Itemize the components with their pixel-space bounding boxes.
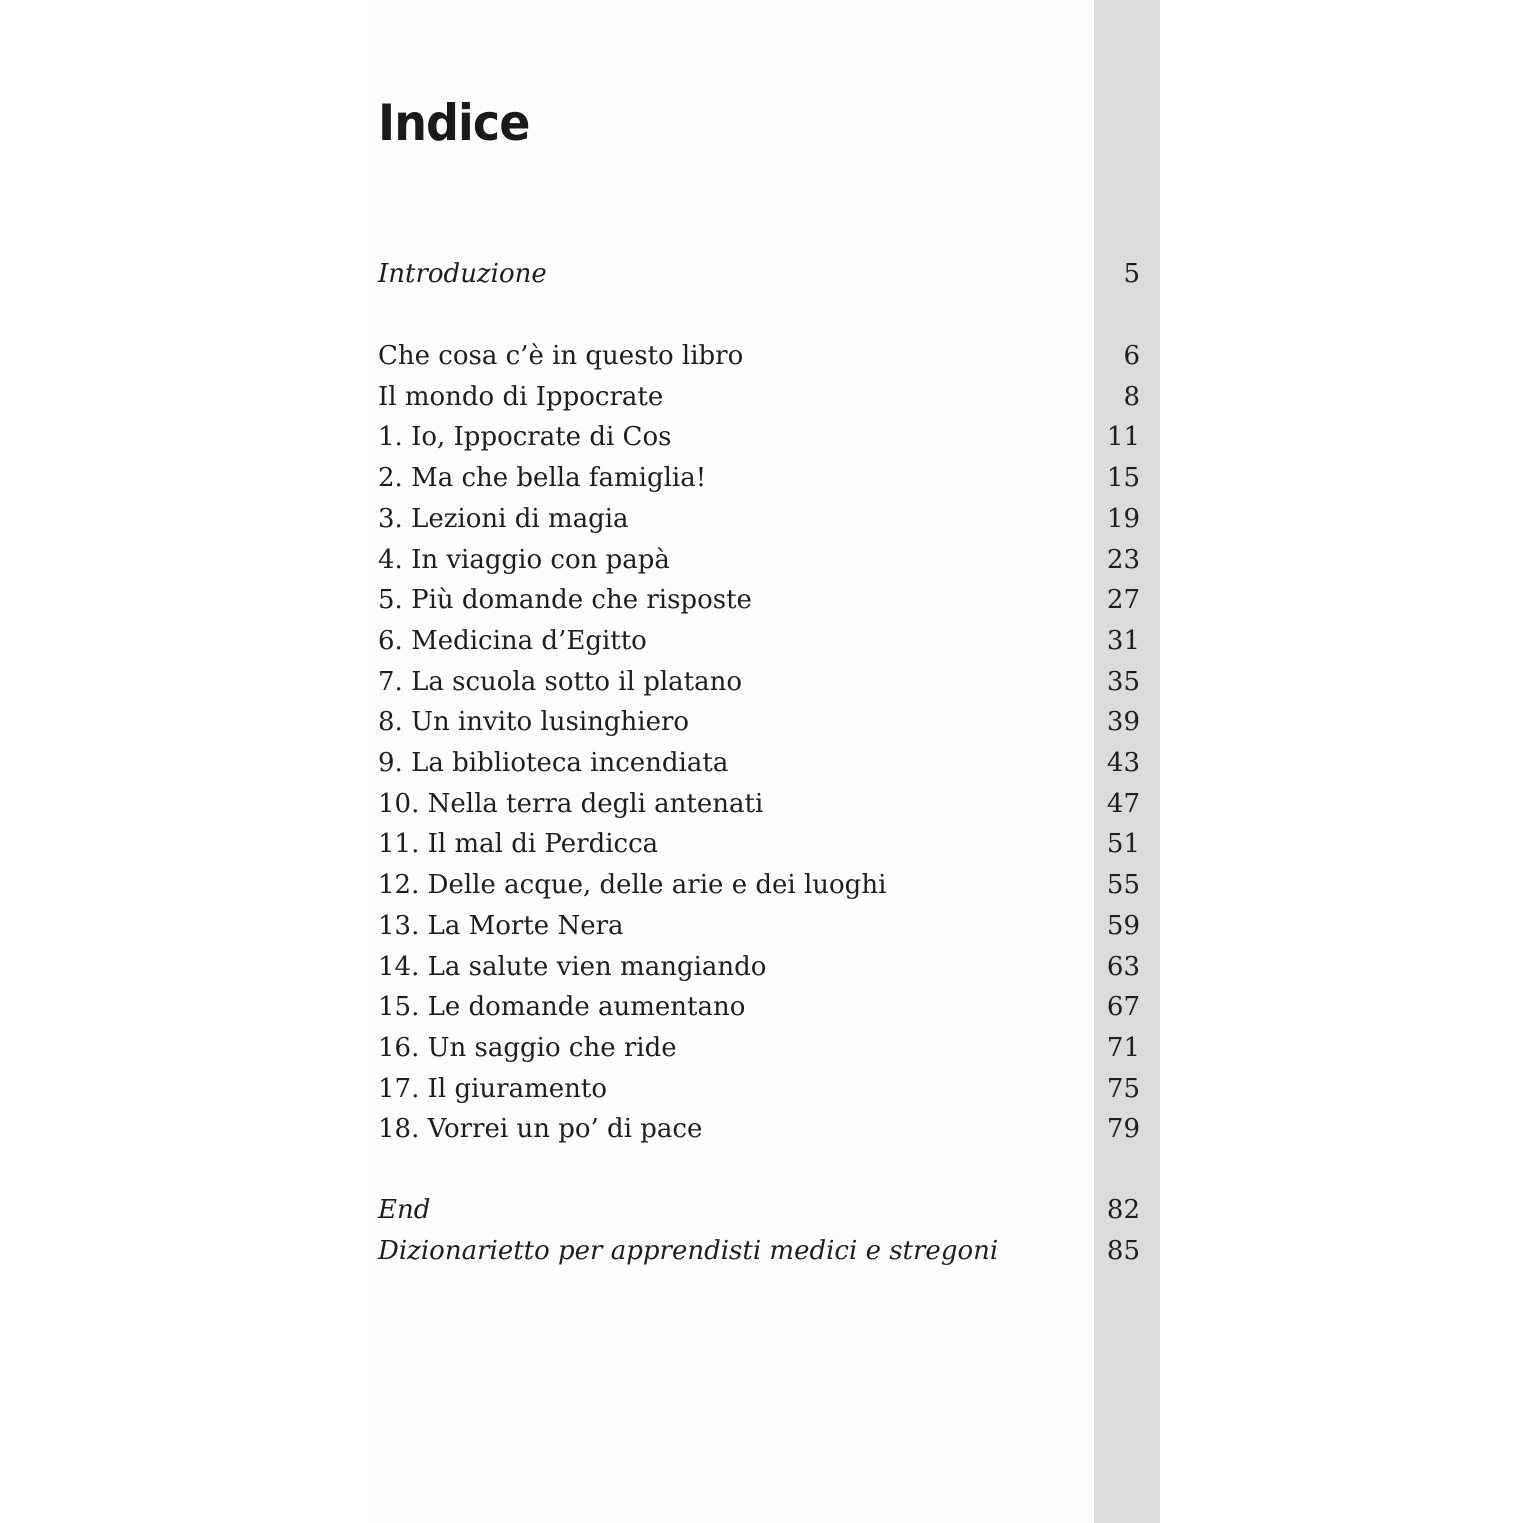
toc-chapter-entry xyxy=(378,664,1140,700)
toc-chapter-entry xyxy=(378,623,1140,659)
toc-page-number: 5 xyxy=(1123,259,1140,289)
toc-page-number: 79 xyxy=(1106,1114,1140,1145)
toc-chapter-entry xyxy=(378,379,1140,415)
toc-entry-title: 8. Un invito lusinghiero xyxy=(378,707,690,738)
toc-entry-title: 18. Vorrei un po’ di pace xyxy=(378,1114,703,1145)
toc-page-number: 39 xyxy=(1106,707,1140,738)
toc-entry-title: 14. La salute vien mangiando xyxy=(378,951,767,982)
toc-entry-title: 11. Il mal di Perdicca xyxy=(378,829,659,860)
toc-entry-title: 1. Io, Ippocrate di Cos xyxy=(378,422,672,453)
toc-page-number: 51 xyxy=(1106,829,1140,860)
toc-page-number: 8 xyxy=(1123,381,1140,412)
toc-chapter-entry xyxy=(378,786,1140,822)
toc-entry-title: End xyxy=(378,1195,431,1225)
toc-entry-title: 3. Lezioni di magia xyxy=(378,503,629,534)
toc-chapter-entry xyxy=(378,1030,1140,1066)
toc-page-number: 27 xyxy=(1106,585,1140,616)
page-title: Indice xyxy=(378,94,530,152)
toc-entry-title: 7. La scuola sotto il platano xyxy=(378,666,742,697)
toc-page-number: 85 xyxy=(1106,1235,1140,1266)
toc-page-number: 15 xyxy=(1106,463,1140,494)
toc-chapter-entry xyxy=(378,704,1140,740)
toc-chapter-entry xyxy=(378,501,1140,537)
toc-entry-title: 10. Nella terra degli antenati xyxy=(378,788,764,819)
toc-entry-title: Il mondo di Ippocrate xyxy=(378,381,664,412)
toc-back-entry xyxy=(378,1233,1140,1269)
toc-page-number: 47 xyxy=(1106,788,1140,819)
toc-chapter-entry xyxy=(378,1111,1140,1147)
toc-entry-title: 5. Più domande che risposte xyxy=(378,585,752,616)
toc-page-number: 23 xyxy=(1106,544,1140,575)
toc-entry-title: Che cosa c’è in questo libro xyxy=(378,341,744,371)
toc-entry-title: 15. Le domande aumentano xyxy=(378,992,746,1023)
toc-chapter-entry xyxy=(378,338,1140,374)
toc-chapter-entry xyxy=(378,826,1140,862)
toc-entry-title: 2. Ma che bella famiglia! xyxy=(378,463,707,494)
toc-chapter-entry xyxy=(378,460,1140,496)
toc-chapter-entry xyxy=(378,419,1140,455)
toc-chapter-entry xyxy=(378,582,1140,618)
toc-chapter-entry xyxy=(378,989,1140,1025)
toc-entry-title: Dizionarietto per apprendisti medici e stregoni xyxy=(378,1235,999,1266)
toc-page-number: 63 xyxy=(1106,951,1140,982)
toc-chapter-entry xyxy=(378,867,1140,903)
toc-entry-title: 17. Il giuramento xyxy=(378,1073,607,1104)
toc-entry-title: 6. Medicina d’Egitto xyxy=(378,625,647,656)
toc-chapter-entry xyxy=(378,949,1140,985)
toc-entry-title: 9. La biblioteca incendiata xyxy=(378,748,729,778)
toc-page-number: 75 xyxy=(1106,1073,1140,1104)
toc-page-number: 19 xyxy=(1106,503,1140,534)
toc-chapter-entry xyxy=(378,908,1140,944)
toc-back-entry xyxy=(378,1192,1140,1228)
toc-page-number: 55 xyxy=(1106,870,1140,901)
toc-entry-title: 13. La Morte Nera xyxy=(378,910,624,941)
toc-page-number: 71 xyxy=(1106,1032,1140,1063)
toc-page-number: 43 xyxy=(1106,748,1140,778)
toc-chapter-entry xyxy=(378,542,1140,578)
toc-page-number: 11 xyxy=(1106,422,1140,453)
toc-front-entry xyxy=(378,256,1140,292)
toc-chapter-entry xyxy=(378,1071,1140,1107)
toc-page-number: 6 xyxy=(1123,341,1140,371)
toc-entry-title: Introduzione xyxy=(378,259,547,289)
toc-page-number: 82 xyxy=(1106,1195,1140,1225)
toc-entry-title: 16. Un saggio che ride xyxy=(378,1032,677,1063)
toc-entry-title: 4. In viaggio con papà xyxy=(378,544,670,575)
toc-page-number: 67 xyxy=(1106,992,1140,1023)
toc-page-number: 35 xyxy=(1106,666,1140,697)
toc-entry-title: 12. Delle acque, delle arie e dei luoghi xyxy=(378,870,887,901)
toc-chapter-entry xyxy=(378,745,1140,781)
toc-page-number: 59 xyxy=(1106,910,1140,941)
toc-page-number: 31 xyxy=(1106,625,1140,656)
